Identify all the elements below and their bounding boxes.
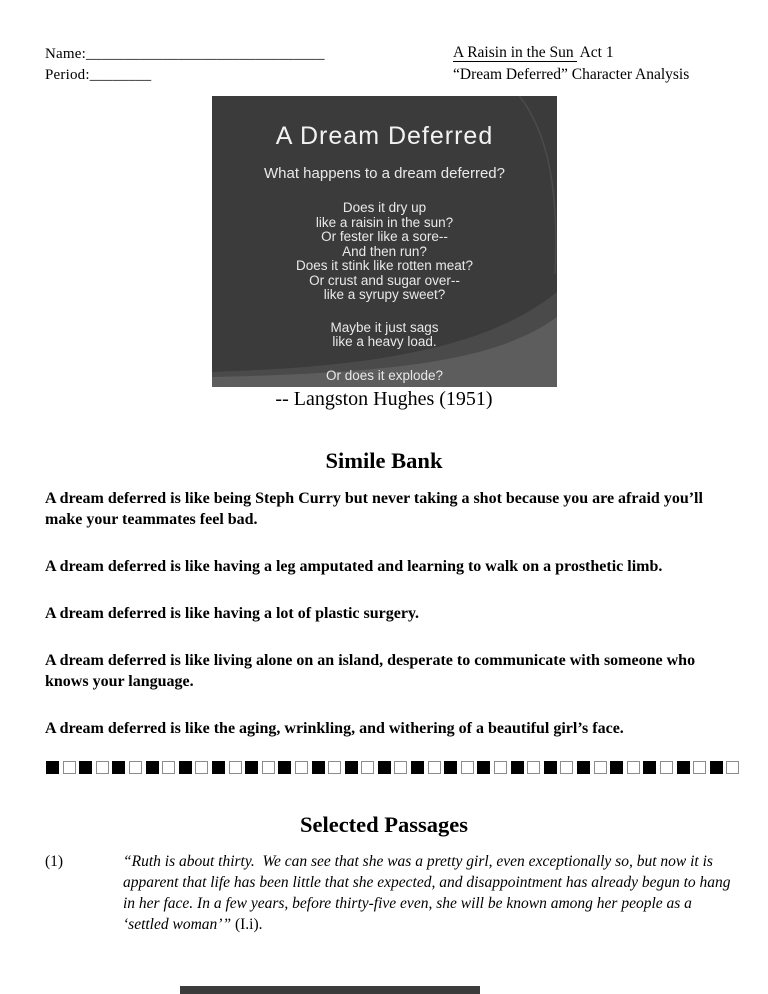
white-square (129, 761, 142, 774)
white-square (229, 761, 242, 774)
name-blank-line: Name:_______________________________ (45, 46, 325, 62)
poem-attribution: -- Langston Hughes (1951) (275, 388, 493, 410)
black-square (245, 761, 258, 774)
black-square (345, 761, 358, 774)
slide-title: A Dream Deferred (275, 122, 494, 150)
white-square (494, 761, 507, 774)
white-square (461, 761, 474, 774)
poem-stanza (212, 321, 557, 350)
poem-line: like a heavy load. (332, 334, 437, 349)
poem-line: And then run? (342, 243, 427, 259)
passage-number: (1) (45, 853, 64, 870)
poem-line: like a syrupy sweet? (323, 287, 446, 302)
black-square (146, 761, 159, 774)
period-blank-line: Period:________ (45, 67, 152, 83)
black-square (544, 761, 557, 774)
white-square (195, 761, 208, 774)
squares-divider (46, 761, 739, 774)
white-square (295, 761, 308, 774)
black-square (312, 761, 325, 774)
black-square (212, 761, 225, 774)
simile-list (45, 488, 729, 765)
student-info-block (45, 44, 325, 86)
act-label: Act 1 (576, 44, 614, 61)
black-square (610, 761, 623, 774)
simile-item: A dream deferred is like being Steph Curry but never taking a shot because you are afraid you’ll make your teammates feel bad. (45, 490, 703, 528)
white-square (361, 761, 374, 774)
white-square (594, 761, 607, 774)
white-square (660, 761, 673, 774)
assignment-subtitle: “Dream Deferred” Character Analysis (453, 66, 690, 83)
black-square (411, 761, 424, 774)
poem-line: Or fester like a sore-- (321, 229, 448, 244)
white-square (63, 761, 76, 774)
white-square (262, 761, 275, 774)
poem-stanza (212, 201, 557, 303)
black-square (643, 761, 656, 774)
simile-item: A dream deferred is like the aging, wrinkling, and withering of a beautiful girl’s face. (45, 720, 624, 737)
black-square (511, 761, 524, 774)
black-square (677, 761, 690, 774)
poem-line: Does it stink like rotten meat? (295, 258, 474, 273)
black-square (278, 761, 291, 774)
selected-passages-heading: Selected Passages (299, 811, 469, 837)
next-slide-sliver (180, 986, 480, 994)
poem-line: Does it dry up (342, 200, 427, 215)
white-square (693, 761, 706, 774)
black-square (444, 761, 457, 774)
assignment-title-line (453, 42, 689, 64)
passage-item (45, 851, 737, 935)
slide-content (212, 122, 557, 383)
black-square (179, 761, 192, 774)
white-square (328, 761, 341, 774)
black-square (112, 761, 125, 774)
poem-line: Or crust and sugar over-- (309, 272, 460, 288)
poem-line: Or does it explode? (325, 367, 444, 383)
poem-line: Maybe it just sags (330, 319, 439, 335)
white-square (560, 761, 573, 774)
book-title: A Raisin in the Sun (453, 44, 577, 62)
simile-bank-heading: Simile Bank (325, 447, 443, 473)
passage-quote (123, 851, 737, 935)
white-square (726, 761, 739, 774)
simile-item: A dream deferred is like having a lot of plastic surgery. (45, 605, 420, 622)
simile-item: A dream deferred is like having a leg amputated and learning to walk on a prosthetic limb. (45, 558, 663, 575)
simile-item: A dream deferred is like living alone on an island, desperate to communicate with someone who knows your language. (45, 652, 696, 690)
white-square (394, 761, 407, 774)
black-square (577, 761, 590, 774)
passage-quote-text: “Ruth is about thirty. We can see that she was a pretty girl, even exceptionally so, but now it is apparent that life has been little that she expected, and disappointment has already begun to hang in her face. In a few years, before thirty-five even, she will be known among her people as a ‘settled woman’” (123, 853, 735, 933)
black-square (79, 761, 92, 774)
poem-slide (212, 96, 557, 387)
white-square (162, 761, 175, 774)
poem-stanza (212, 369, 557, 384)
assignment-title-block (453, 42, 689, 86)
passage-citation: (I.i). (231, 916, 263, 933)
black-square (46, 761, 59, 774)
black-square (477, 761, 490, 774)
black-square (710, 761, 723, 774)
poem-opening-line: What happens to a dream deferred? (264, 165, 505, 182)
white-square (527, 761, 540, 774)
black-square (378, 761, 391, 774)
poem-line: like a raisin in the sun? (315, 214, 454, 230)
white-square (96, 761, 109, 774)
white-square (428, 761, 441, 774)
white-square (627, 761, 640, 774)
